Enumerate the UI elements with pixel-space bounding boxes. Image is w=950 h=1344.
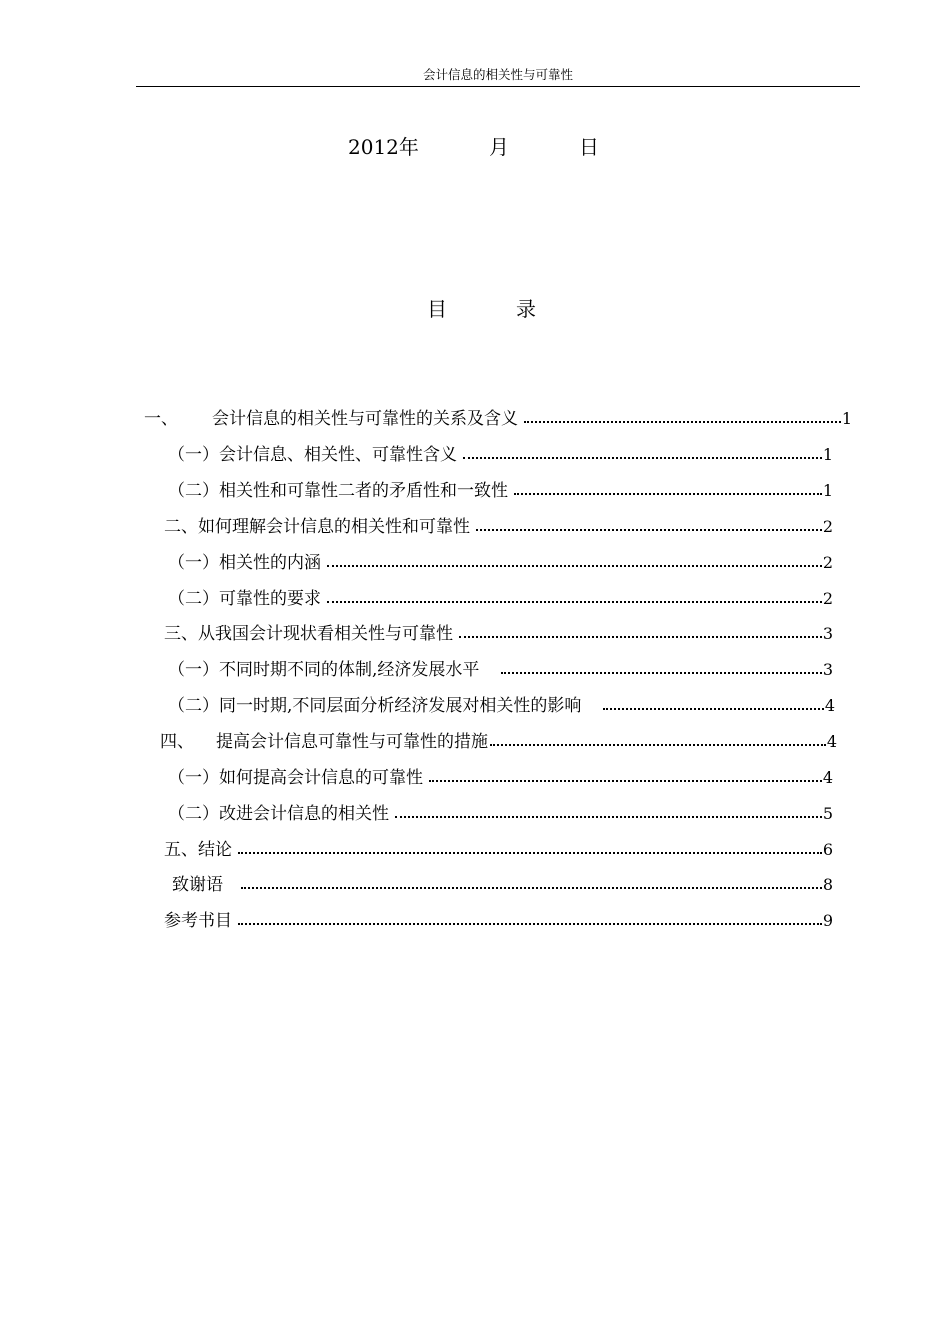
- toc-title-right: 录: [516, 297, 536, 321]
- toc-entry-label: （二）同一时期,不同层面分析经济发展对相关性的影响: [168, 696, 582, 716]
- toc-dot-leader: [514, 493, 822, 495]
- toc-dot-leader: [476, 529, 822, 531]
- toc-entry-label: 二、如何理解会计信息的相关性和可靠性: [164, 517, 470, 537]
- toc-dot-leader: [501, 672, 821, 674]
- toc-dot-leader: [459, 636, 822, 638]
- toc-dot-leader: [327, 601, 822, 603]
- toc-dot-leader: [238, 852, 822, 854]
- toc-entry-1-1[interactable]: [168, 443, 833, 467]
- toc-entry-page: 4: [824, 696, 835, 715]
- toc-entry-page: 8: [822, 875, 833, 894]
- header-title: 会计信息的相关性与可靠性: [422, 67, 573, 82]
- toc-entry-page: 9: [822, 911, 833, 930]
- toc-entry-page: 6: [822, 840, 833, 859]
- date-year: 2012年: [348, 135, 419, 159]
- toc-entry-page: 4: [826, 732, 837, 751]
- toc-entry-page: 1: [822, 445, 833, 464]
- toc-entry-acknowledgement[interactable]: [172, 873, 833, 897]
- toc-entry-2-1[interactable]: [168, 551, 833, 575]
- toc-entry-label: 五、结论: [164, 840, 232, 860]
- toc-title-left: 目: [427, 297, 447, 321]
- toc-dot-leader: [524, 421, 841, 423]
- toc-entry-label: （二）改进会计信息的相关性: [168, 804, 389, 824]
- toc-dot-leader: [238, 923, 822, 925]
- toc-entry-label: 提高会计信息可靠性与可靠性的措施: [216, 732, 488, 752]
- toc-entry-4[interactable]: [160, 730, 837, 754]
- toc-dot-leader: [395, 816, 822, 818]
- toc-entry-page: 2: [822, 517, 833, 536]
- toc-dot-leader: [603, 708, 823, 710]
- toc-entry-page: 1: [841, 409, 852, 428]
- toc-entry-page: 3: [822, 624, 833, 643]
- toc-dot-leader: [463, 457, 822, 459]
- toc-entry-page: 4: [822, 768, 833, 787]
- toc-entry-3-2[interactable]: [168, 694, 835, 718]
- toc-entry-2[interactable]: [164, 515, 833, 539]
- toc-entry-5[interactable]: [164, 838, 833, 862]
- toc-entry-3[interactable]: [164, 622, 833, 646]
- toc-entry-page: 1: [822, 481, 833, 500]
- toc-entry-label: （二）相关性和可靠性二者的矛盾性和一致性: [168, 481, 508, 501]
- toc-entry-label: （一）相关性的内涵: [168, 553, 321, 573]
- toc-dot-leader: [490, 744, 826, 746]
- toc-entry-1-2[interactable]: [168, 479, 833, 503]
- toc-entry-page: 2: [822, 553, 833, 572]
- toc-entry-label: （二）可靠性的要求: [168, 589, 321, 609]
- toc-entry-number: 一、: [144, 409, 178, 429]
- toc-entry-references[interactable]: [164, 909, 833, 933]
- date-line: [0, 132, 950, 162]
- toc-entry-number: 四、: [160, 732, 194, 752]
- toc-entry-4-1[interactable]: [168, 766, 833, 790]
- toc-entry-4-2[interactable]: [168, 802, 833, 826]
- toc-entry-label: （一）如何提高会计信息的可靠性: [168, 768, 423, 788]
- toc-entry-label: 参考书目: [164, 911, 232, 931]
- toc-entry-label: 会计信息的相关性与可靠性的关系及含义: [212, 409, 518, 429]
- toc-entry-page: 2: [822, 589, 833, 608]
- toc-entry-label: 致谢语: [172, 875, 223, 895]
- toc-entry-label: 三、从我国会计现状看相关性与可靠性: [164, 624, 453, 644]
- page-header: [136, 66, 860, 87]
- toc-dot-leader: [327, 565, 822, 567]
- toc-entry-label: （一）不同时期不同的体制,经济发展水平: [168, 660, 480, 680]
- toc-dot-leader: [241, 887, 822, 889]
- date-day: 日: [579, 135, 599, 159]
- toc-entry-label: （一）会计信息、相关性、可靠性含义: [168, 445, 457, 465]
- toc-title: [0, 294, 950, 324]
- toc-dot-leader: [429, 780, 822, 782]
- toc-entry-1[interactable]: [144, 407, 852, 431]
- date-month: 月: [489, 135, 509, 159]
- toc-entry-page: 3: [822, 660, 833, 679]
- toc-entry-page: 5: [822, 804, 833, 823]
- toc-entry-2-2[interactable]: [168, 587, 833, 611]
- toc-entry-3-1[interactable]: [168, 658, 833, 682]
